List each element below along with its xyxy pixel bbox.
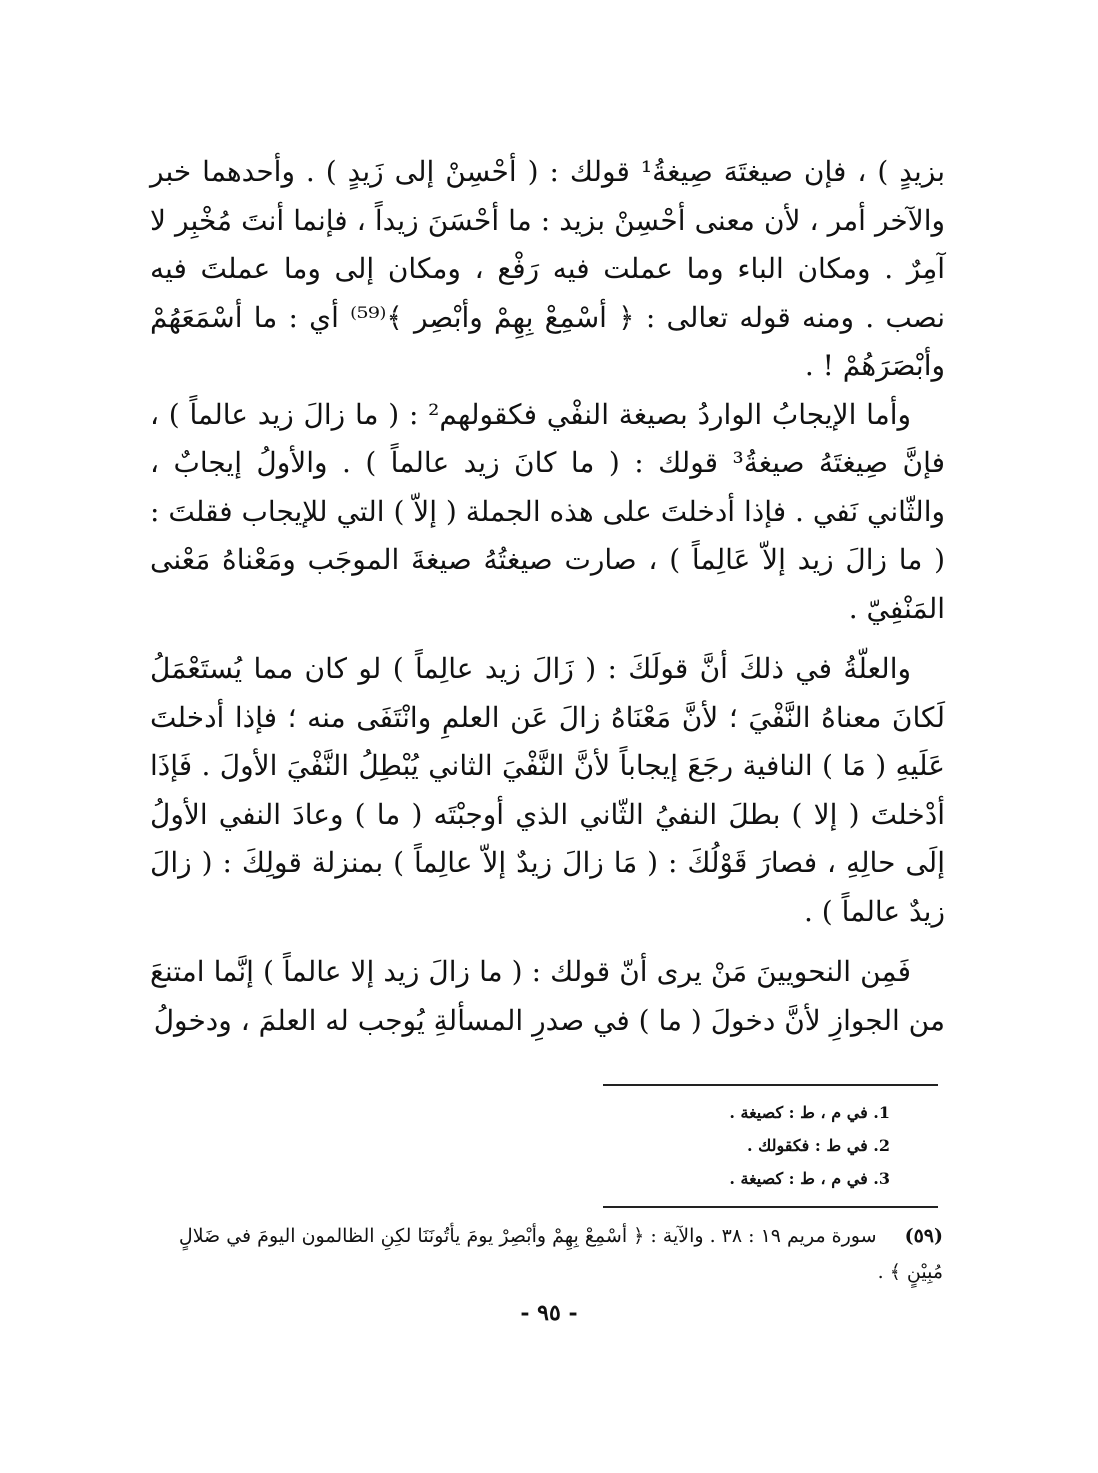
paragraph-1: بزيدٍ ) ، فإن صيغتَهَ صِيغةُ¹ قولك : ( أحْسِنْ إلى زَيدٍ ) . وأحدهما خبر والآخر أمر ، لأن معنى أحْسِنْ بزيد : ما أحْسَنَ زيداً ، فإنما أنتَ مُخْبِر لا آمِرٌ . ومكان الباء وما عملت فيه رَفْع ، ومكان إلى وما عملتَ فيه نصب . ومنه قوله تعالى : ﴿ أسْمِعْ بِهِمْ وأبْصِر ﴾⁽⁵⁹⁾ أي : ما أسْمَعَهُمْ وأبْصَرَهُمْ ! . [150,155,945,382]
variant-note-3: 3. في م ، ط : كصيغة . [729,1169,890,1188]
manuscript-variants [370,1096,890,1195]
footnote-text: سورة مريم ١٩ : ٣٨ . والآية : ﴿ أسْمِعْ بِهِمْ وأبْصِرْ يومَ يأتُونَنَا لكِنِ الظالمون اليومَ في ضَلالٍ مُبِيْنٍ ﴾ . [178,1225,943,1283]
paragraph-4: فَمِن النحويينَ مَنْ يرى أنّ قولك : ( ما زالَ زيد إلا عالماً ) إنَّما امتنعَ من الجوازِ لأنَّ دخولَ ( ما ) في صدرِ المسألةِ يُوجب له العلمَ ، ودخولُ [150,955,945,1037]
variant-note-1: 1. في م ، ط : كصيغة . [729,1103,890,1122]
paragraph-3: والعلّةُ في ذلكَ أنَّ قولَكَ : ( زَالَ زيد عالِماً ) لو كان مما يُستَعْمَلُ لَكانَ معناهُ النَّفْيَ ؛ لأنَّ مَعْنَاهُ زالَ عَن العلمِ وانْتَفَى منه ؛ فإذا أدخلتَ عَلَيهِ ( مَا ) النافية رجَعَ إيجاباً لأنَّ النَّفْيَ الثاني يُبْطِلُ النَّفْيَ الأولَ . فَإذَا أدْخلتَ ( إلا ) بطلَ النفيُ الثّاني الذي أوجبْتَه ( ما ) وعادَ النفي الأولُ إلَى حالِهِ ، فصارَ قَوْلُكَ : ( مَا زالَ زيدٌ إلاّ عالِماً ) بمنزلة قولِكَ : ( زالَ زيدٌ عالماً ) . [150,652,945,928]
page-number: - ٩٥ - [520,1300,578,1326]
footnote-separator [603,1206,938,1208]
footnote-separator-variants [603,1084,938,1086]
variant-note-2: 2. في ط : فكقولك . [746,1136,890,1155]
footnote-59 [153,1218,943,1290]
paragraph-2: وأما الإيجابُ الواردُ بصيغة النفْي فكقولهم² : ( ما زالَ زيد عالماً ) ، فإنَّ صِيغتَهُ صيغةُ³ قولك : ( ما كانَ زيد عالماً ) . والأولُ إيجابٌ ، والثّاني نَفي . فإذا أدخلتَ على هذه الجملة ( إلاّ ) التي للإيجاب فقلتَ : ( ما زالَ زيد إلاّ عَالِماً ) ، صارت صيغتُهُ صيغةَ الموجَب ومَعْناهُ مَعْنى المَنْفِيّ . [150,397,945,625]
main-text [150,148,945,1045]
footnote-number: (٥٩) [904,1225,943,1247]
